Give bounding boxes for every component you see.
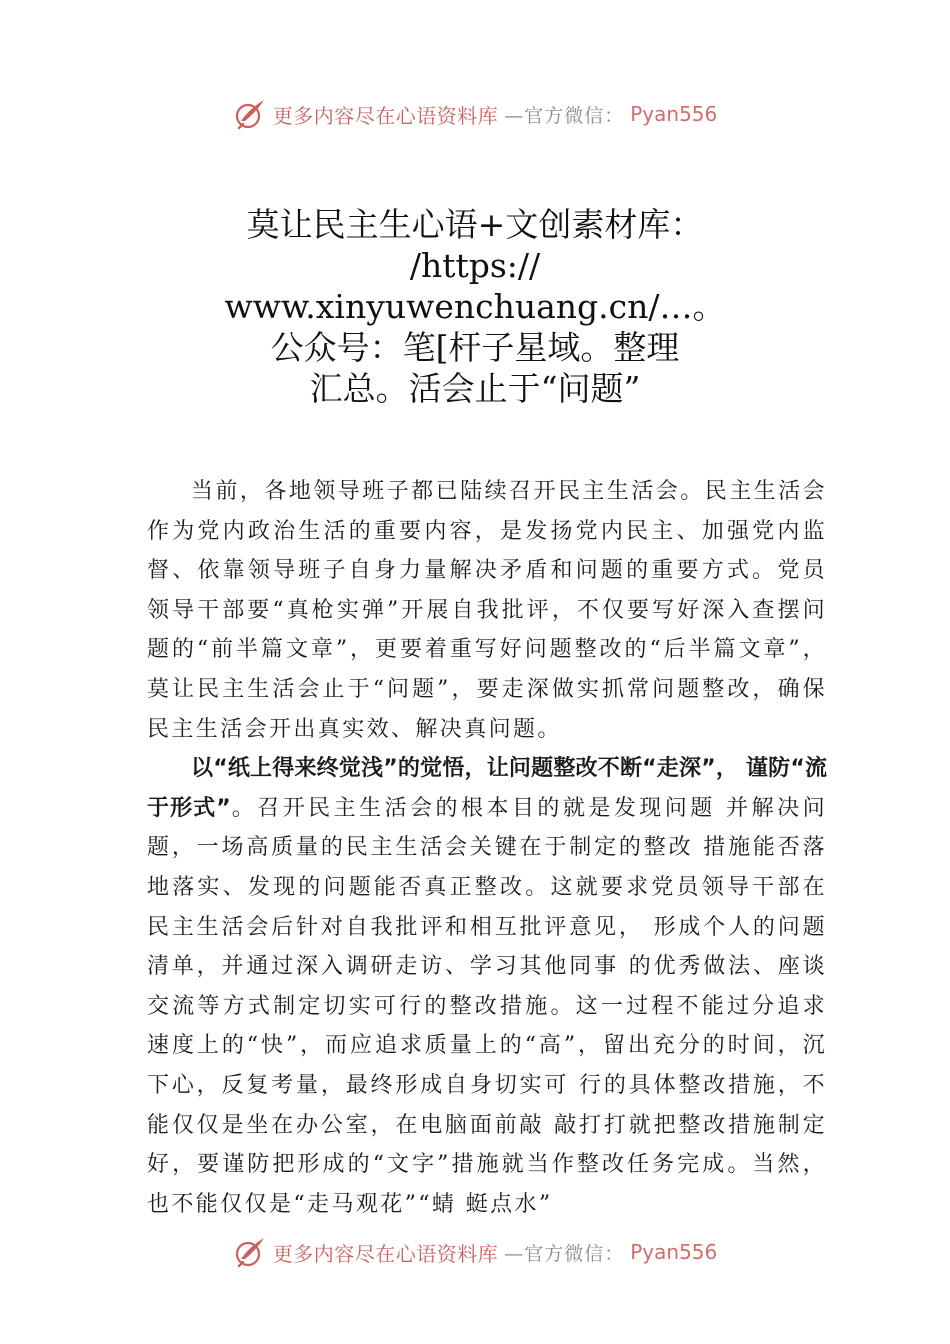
watermark-brand: 更多内容尽在心语资料库 bbox=[272, 1241, 499, 1266]
paragraph-intro: 当前，各地领导班子都已陆续召开民主生活会。民主生活会作为党内政治生活的重要内容，是发扬党内民主、加强党内监督、依靠领导班子自身力量解决矛盾和问题的重要方式。党员领导干部要“真枪实弹”开展自我批评，不仅要写好深入查摆问题的“前半篇文章”，更要着重写好问题整改的“后半篇文章”，莫让民主生活会止于“问题”，要走深做实抓常问题整改，确保民主生活会开出真实效、解决真问题。 bbox=[147, 479, 827, 742]
document-title bbox=[150, 204, 800, 409]
title-line: 公众号：笔[杆子星域。整理 bbox=[270, 328, 680, 367]
document-body bbox=[147, 472, 827, 1224]
watermark-wechat-id: Pyan556 bbox=[630, 1240, 718, 1264]
watermark-wechat-id: Pyan556 bbox=[630, 102, 718, 126]
title-line: /https:// bbox=[409, 246, 541, 285]
paragraph-lead-heading: 以“纸上得来终觉浅”的觉悟，让问题整改不断“走深”， 谨防“流于形式” bbox=[147, 756, 827, 821]
title-line: www.xinyuwenchuang.cn/…。 bbox=[224, 287, 726, 326]
paragraph-section-1 bbox=[147, 749, 827, 1224]
paragraph-section-1-text: 。召开民主生活会的根本目的就是发现问题 并解决问题，一场高质量的民主生活会关键在于制定的整改 措施能否落地落实、发现的问题能否真正整改。这就要求党员领导干部在民主生活会后针对自我批评和相互批评意见， 形成个人的问题清单，并通过深入调研走访、学习其他同事 的优秀做法、座谈交流等方式制定切实可行的整改措施。这一过程不能过分追求速度上的“快”，而应追求质量上的“高”，留出充分的时间，沉下心，反复考量，最终形成自身切实可 行的具体整改措施，不能仅仅是坐在办公室，在电脑面前敲 敲打打就把整改措施制定好，要谨防把形成的“文字”措施就当作整改任务完成。当然，也不能仅仅是“走马观花”“蜻 蜓点水” bbox=[147, 795, 827, 1217]
watermark-official-label: —官方微信： bbox=[504, 1242, 625, 1265]
watermark-brand: 更多内容尽在心语资料库 bbox=[272, 103, 499, 128]
title-line: 莫让民主生心语+文创素材库： bbox=[246, 205, 704, 244]
quill-logo-icon bbox=[233, 97, 267, 131]
title-line: 汇总。活会止于“问题” bbox=[309, 369, 641, 408]
watermark-footer bbox=[0, 1232, 950, 1272]
watermark-header bbox=[0, 94, 950, 134]
quill-logo-icon bbox=[233, 1235, 267, 1269]
watermark-official-label: —官方微信： bbox=[504, 104, 625, 127]
